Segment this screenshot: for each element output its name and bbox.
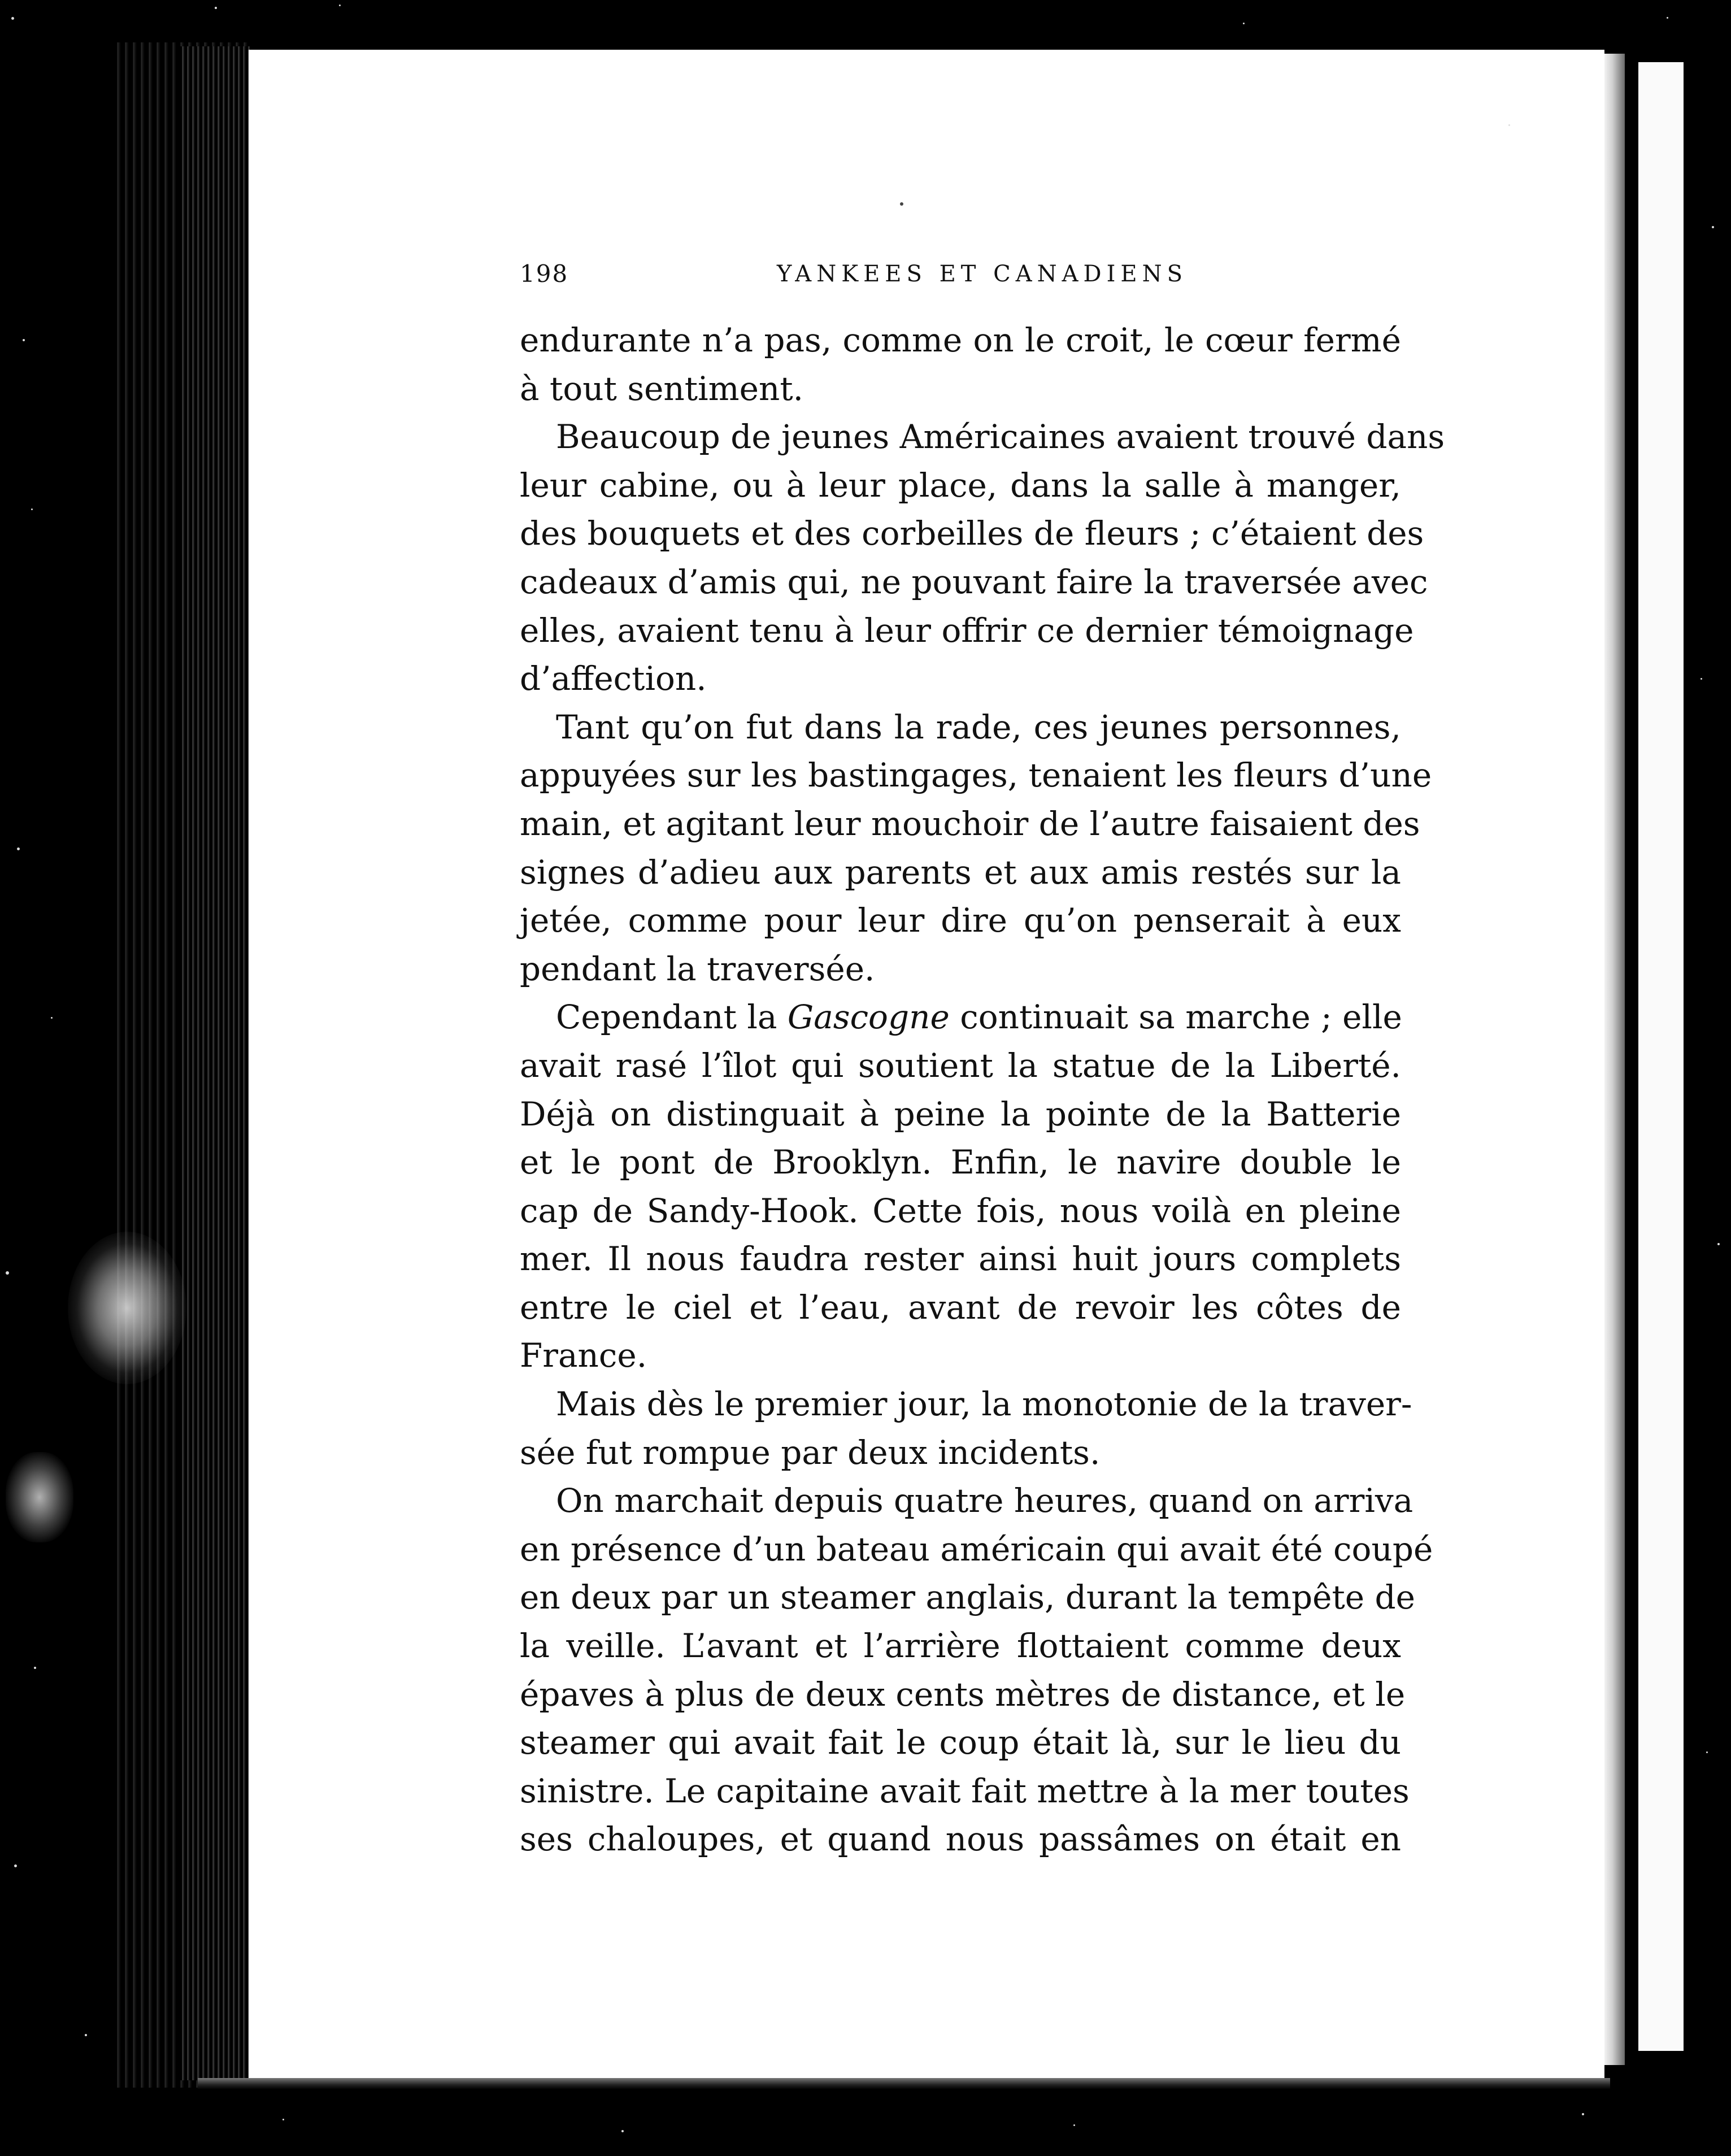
text-line: appuyées sur les bastingages, tenaient les fleurs d’une — [520, 756, 1432, 795]
text-line: leur cabine, ou à leur place, dans la salle à manger, — [520, 466, 1401, 505]
print-speck — [900, 202, 903, 206]
scan-speck — [282, 2119, 284, 2120]
scan-speck — [1712, 226, 1714, 228]
text-line: elles, avaient tenu à leur offrir ce dernier témoignage — [520, 611, 1414, 650]
text-line: Déjà on distinguait à peine la pointe de la Batterie — [520, 1094, 1401, 1133]
scan-speck — [14, 1864, 17, 1867]
scan-speck — [215, 7, 217, 9]
scan-speck — [621, 2130, 624, 2132]
text-line: endurante n’a pas, comme on le croit, le cœur fermé — [520, 321, 1401, 359]
facing-page-sliver — [1638, 62, 1684, 2051]
text-line: cadeaux d’amis qui, ne pouvant faire la traversée avec — [520, 562, 1428, 601]
scan-speck — [85, 2034, 87, 2036]
text-line: épaves à plus de deux cents mètres de distance, et le — [520, 1675, 1406, 1714]
scan-speck — [17, 847, 20, 850]
ship-name-italic: Gascogne — [787, 998, 950, 1037]
text-line: à tout sentiment. — [520, 369, 804, 408]
scan-speck — [1717, 1243, 1720, 1245]
scan-speck — [1508, 124, 1510, 126]
text-line: steamer qui avait fait le coup était là, sur le lieu du — [520, 1723, 1401, 1762]
scan-speck — [1706, 1751, 1708, 1753]
page-bottom-edge — [198, 2078, 1610, 2089]
text-line: d’affection. — [520, 659, 707, 698]
scan-speck — [6, 1271, 9, 1275]
text-line: et le pont de Brooklyn. Enfin, le navire double le — [520, 1143, 1401, 1182]
text-line-with-italic — [520, 993, 1401, 1042]
binding-shadow — [1604, 54, 1625, 2065]
text-line: cap de Sandy-Hook. Cette fois, nous voilà en pleine — [520, 1191, 1401, 1230]
text-line: des bouquets et des corbeilles de fleurs ; c’étaient des — [520, 514, 1424, 553]
scan-speck — [1243, 23, 1245, 24]
text-line: Tant qu’on fut dans la rade, ces jeunes personnes, — [556, 707, 1401, 746]
scan-speck — [23, 339, 25, 341]
text-line: signes d’adieu aux parents et aux amis restés sur la — [520, 853, 1401, 892]
book-page-stack-inner — [180, 46, 250, 2080]
scan-speck — [51, 1017, 53, 1019]
text-line: pendant la traversée. — [520, 949, 875, 988]
scan-speck — [1700, 678, 1702, 680]
scan-smudge — [68, 1232, 186, 1384]
text-line: jetée, comme pour leur dire qu’on penserait à eux — [520, 901, 1401, 940]
scan-speck — [1073, 2124, 1075, 2126]
binding-gutter — [1625, 54, 1638, 2065]
text-line: sée fut rompue par deux incidents. — [520, 1433, 1101, 1472]
text-line: ses chaloupes, et quand nous passâmes on était en — [520, 1820, 1401, 1859]
text-line: en deux par un steamer anglais, durant la tempête de — [520, 1578, 1415, 1617]
text-line: Mais dès le premier jour, la monotonie de la traver- — [556, 1385, 1412, 1424]
running-head — [520, 260, 1525, 299]
text-fragment: continuait sa marche ; elle — [949, 998, 1402, 1037]
text-line: mer. Il nous faudra rester ainsi huit jours complets — [520, 1240, 1401, 1279]
text-line: France. — [520, 1336, 647, 1375]
running-title: YANKEES ET CANADIENS — [777, 261, 1188, 287]
text-line: entre le ciel et l’eau, avant de revoir les côtes de — [520, 1288, 1401, 1327]
body-text — [520, 316, 1445, 1864]
scan-speck — [1667, 17, 1668, 19]
text-line: Beaucoup de jeunes Américaines avaient trouvé dans — [556, 418, 1445, 457]
page-number: 198 — [520, 260, 569, 288]
text-fragment: Cependant la — [556, 998, 788, 1037]
text-line: On marchait depuis quatre heures, quand on arriva — [556, 1481, 1413, 1520]
text-line: avait rasé l’îlot qui soutient la statue de la Liberté. — [520, 1046, 1401, 1085]
text-line: en présence d’un bateau américain qui avait été coupé — [520, 1529, 1433, 1568]
text-line: la veille. L’avant et l’arrière flottaient comme deux — [520, 1627, 1401, 1666]
scan-speck — [1582, 2113, 1584, 2115]
scan-speck — [34, 1667, 36, 1669]
scan-speck — [11, 17, 14, 20]
text-line: sinistre. Le capitaine avait fait mettre à la mer toutes — [520, 1771, 1410, 1810]
scan-smudge — [6, 1452, 73, 1542]
text-line: main, et agitant leur mouchoir de l’autre faisaient des — [520, 804, 1420, 843]
scan-speck — [339, 5, 341, 6]
scan-speck — [31, 508, 33, 510]
